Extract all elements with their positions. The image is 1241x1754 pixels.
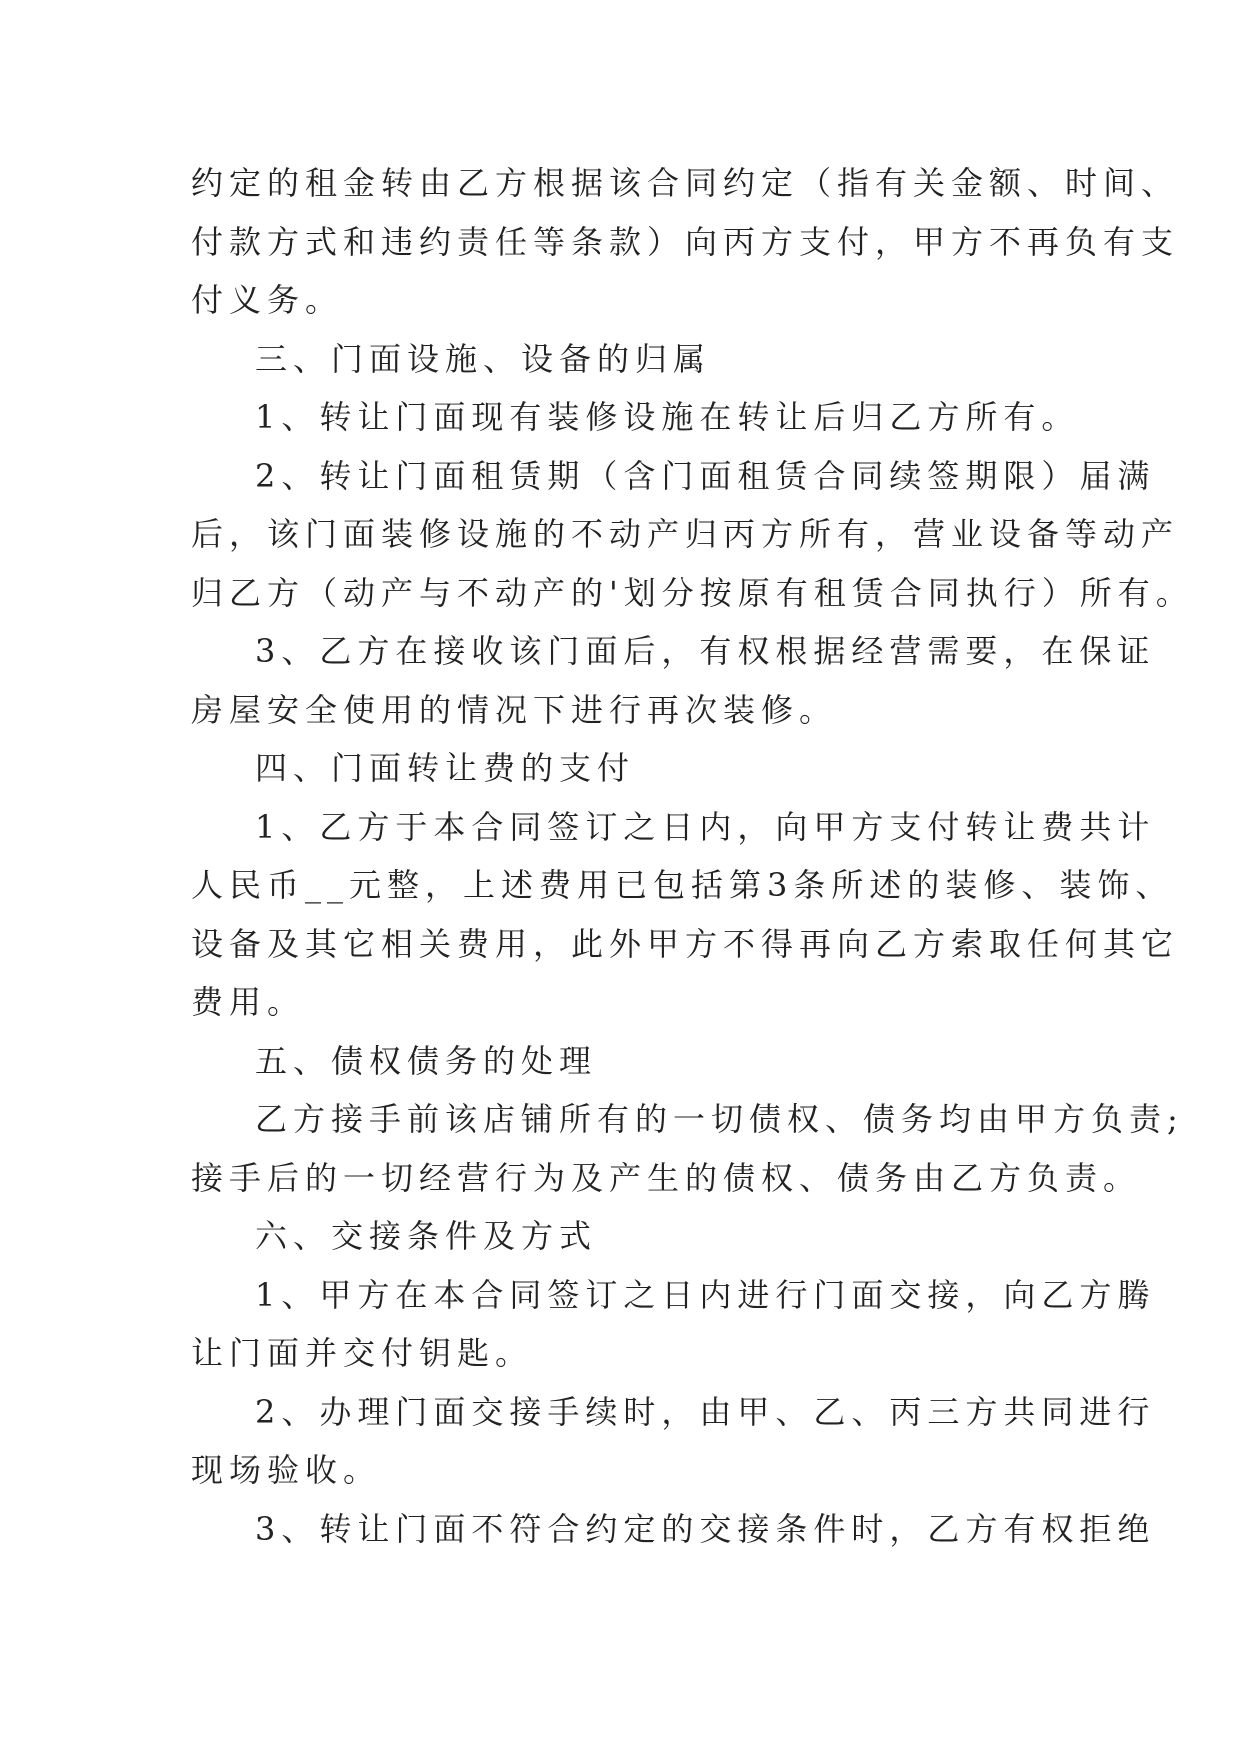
text-line: 六、交接条件及方式 [255,1217,598,1255]
text-line: 付义务。 [191,281,344,319]
text-line: 现场验收。 [191,1451,382,1489]
text-line: 3、转让门面不符合约定的交接条件时，乙方有权拒绝 [255,1509,1156,1548]
text-line: 房屋安全使用的情况下进行再次装修。 [191,690,838,729]
text-line: 四、门面转让费的支付 [255,749,636,787]
text-line: 五、债权债务的处理 [255,1041,598,1080]
text-line: 付款方式和违约责任等条款）向丙方支付，甲方不再负有支 [191,222,1180,261]
text-line: 2、转让门面租赁期（含门面租赁合同续签期限）届满 [255,456,1156,495]
text-line: 后，该门面装修设施的不动产归丙方所有，营业设备等动产 [191,515,1180,553]
text-line: 费用。 [191,983,306,1021]
text-line: 2、办理门面交接手续时，由甲、乙、丙三方共同进行 [255,1392,1156,1431]
text-line: 人民币__元整，上述费用已包括第3条所述的装修、装饰、 [191,866,1174,904]
text-line: 设备及其它相关费用，此外甲方不得再向乙方索取任何其它 [191,924,1180,963]
text-line: 1、甲方在本合同签订之日内进行门面交接，向乙方腾 [255,1275,1156,1314]
text-line: 乙方接手前该店铺所有的一切债权、债务均由甲方负责; [255,1100,1184,1138]
text-line: 让门面并交付钥匙。 [191,1334,534,1372]
document-body [191,154,1194,1558]
text-line: 3、乙方在接收该门面后，有权根据经营需要，在保证 [255,632,1156,670]
text-line: 1、转让门面现有装修设施在转让后归乙方所有。 [255,398,1080,436]
text-line: 约定的租金转由乙方根据该合同约定（指有关金额、时间、 [191,164,1180,202]
text-line: 1、乙方于本合同签订之日内，向甲方支付转让费共计 [255,807,1156,846]
text-line: 接手后的一切经营行为及产生的债权、债务由乙方负责。 [191,1158,1142,1197]
text-line: 归乙方（动产与不动产的'划分按原有租赁合同执行）所有。 [191,573,1194,612]
text-line: 三、门面设施、设备的归属 [255,339,712,378]
